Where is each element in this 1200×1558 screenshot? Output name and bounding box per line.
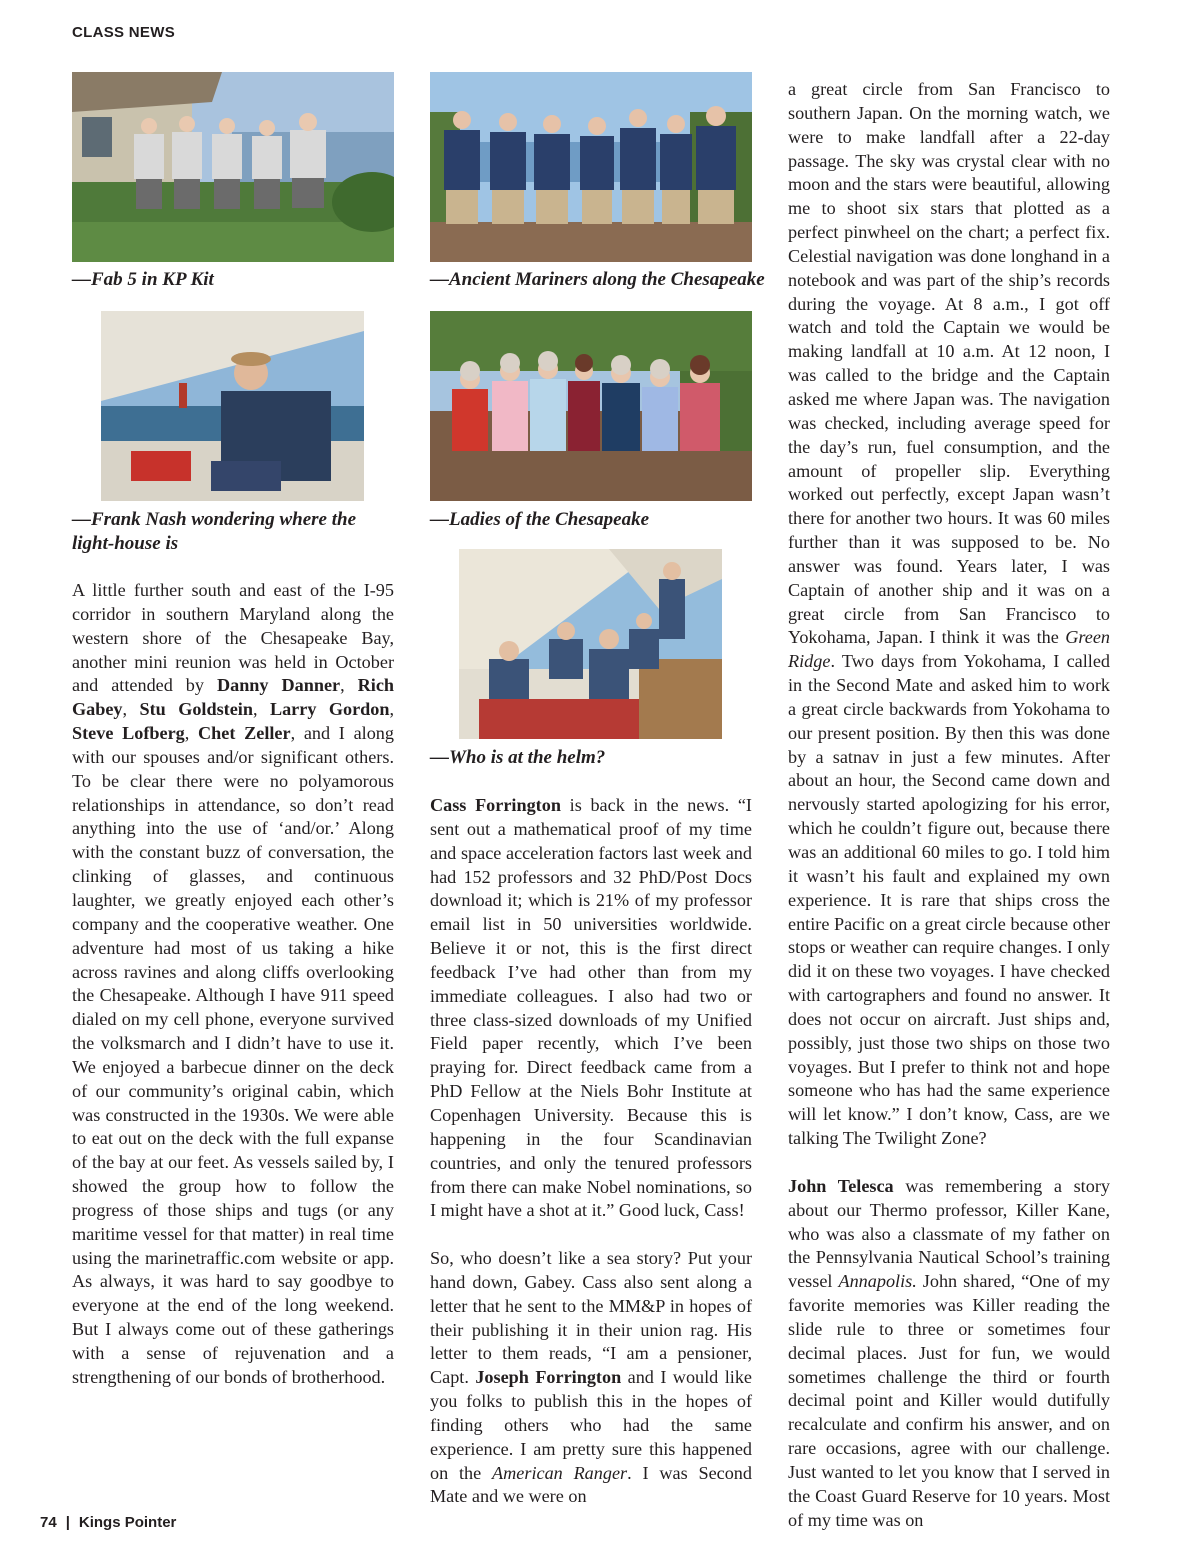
ship-name-green-ridge: Green Ridge xyxy=(788,627,1110,672)
caption-frank-nash: —Frank Nash wondering where the light-house is xyxy=(72,509,357,554)
paragraph-sea-story: So, who doesn’t like a sea story? Put your hand down, Gabey. Cass also sent along a letter that he sent to the MM&P in hopes of their publishing it in their union rag. His letter to them reads, “I am a pensioner, Capt. Joseph Forrington and I would like you folks to publish this in the hopes of finding others who had the same experience. I am pretty sure this happened on the American Ranger. I was Second Mate and we were on xyxy=(430,1248,752,1507)
paragraph-reunion: A little further south and east of the I-95 corridor in southern Maryland along the western shore of the Chesapeake Bay, another mini reunion was held in October and attended by Danny Danner, Rich Gabey, Stu Goldstein, Larry Gordon, Steve Lofberg, Chet Zeller, and I along with our spouses and/or significant others. To be clear there were no polyamorous relationships in attendance, so don’t read anything into the use of ‘and/or.’ Along with the constant buzz of conversation, the clinking of glasses, and continuous laughter, we greatly enjoyed each other’s company and the cooperative weather. One adventure had most of us taking a hike across ravines and along cliffs overlooking the Chesapeake. Although I have 911 speed dialed on my cell phone, everyone survived the volksmarch and I didn’t have to use it. We enjoyed a barbecue dinner on the deck of our community’s original cabin, which was constructed in the 1930s. We were able to eat out on the deck with the full expanse of the bay at our feet. As vessels sailed by, I showed the group how to follow the progress of those ships and tugs (or any maritime vessel for that matter) in real time using the marinetraffic.com website or app. As always, it was hard to say goodbye to everyone at the end of the long weekend. But I always come out of these gatherings with a sense of rejuvenation and a strengthening of our bonds of brotherhood. xyxy=(72,580,395,1387)
photo-ladies xyxy=(430,311,752,501)
name-cass-forrington: Cass Forrington xyxy=(430,795,561,815)
caption-ladies: —Ladies of the Chesapeake xyxy=(430,509,650,530)
name-steve-lofberg: Steve Lofberg xyxy=(72,723,185,744)
name-john-telesca: John Telesca xyxy=(788,1175,894,1196)
article-column-3 xyxy=(788,78,1110,1532)
paragraph-cass-forrington: Cass Forrington is back in the news. “I sent out a mathematical proof of my time and space acceleration factors last week and had 152 professors and 32 PhD/Post Docs download it; which is 21% of my professor email list in 50 universities worldwide. Believe it or not, this is the first direct feedback I’ve had other than from my immediate colleagues. I also had two or three class-sized downloads of my Unified Field paper recently, which I’ve been praying for. Direct feedback came from a PhD Fellow at the Niels Bohr Institute at Copenhagen University. Because this is happening in the four Scandinavian countries, and only the tenured professors from there can make Nobel nominations, so I might have a shot at it.” Good luck, Cass! xyxy=(430,795,752,1221)
caption-ancient-mariners: —Ancient Mariners along the Chesapeake xyxy=(430,269,765,290)
caption-fab-5: —Fab 5 in KP Kit xyxy=(72,269,214,290)
name-joseph-forrington: Joseph Forrington xyxy=(475,1367,622,1388)
footer-divider: | xyxy=(65,1514,70,1531)
name-chet-zeller: Chet Zeller xyxy=(198,723,291,744)
photo-ancient-mariners xyxy=(430,72,752,262)
photo-fab-5 xyxy=(72,72,394,262)
page-number: 74 xyxy=(40,1514,57,1531)
magazine-title: Kings Pointer xyxy=(78,1514,177,1531)
article-column-1 xyxy=(72,579,394,1390)
page-footer xyxy=(40,1514,176,1531)
name-stu-goldstein: Stu Goldstein xyxy=(139,699,253,720)
section-label: CLASS NEWS xyxy=(72,24,176,41)
name-rich-gabey: Rich Gabey xyxy=(72,675,395,720)
photo-helm xyxy=(459,549,722,739)
name-danny-danner: Danny Danner xyxy=(216,675,341,696)
article-column-2 xyxy=(430,794,752,1509)
paragraph-john-telesca: John Telesca was remembering a story about our Thermo professor, Killer Kane, who was also a classmate of my father on the Pennsylvania Nautical School’s training vessel Annapolis. John shared, “One of my favorite memories was Killer reading the slide rule to three or sometimes four decimal places. Just for fun, we would sometimes challenge the third or fourth decimal point and Killer would dutifully recalculate and confirm his answer, and on rare occasions, agree with our challenge. Just wanted to let you know that I served in the Coast Guard Reserve for 10 years. Most of my time was on xyxy=(788,1175,1110,1530)
ship-name-annapolis: Annapolis. xyxy=(838,1271,917,1292)
paragraph-great-circle: a great circle from San Francisco to southern Japan. On the morning watch, we were to make landfall after a 22-day passage. The sky was crystal clear with no moon and the stars were beautiful, allowing me to shoot six stars that plotted as a perfect pinwheel on the chart; a perfect fix. Celestial navigation was done longhand in a notebook and was part of the ship’s records during the voyage. At 8 a.m., I got off watch and told the Captain we would be making landfall at 10 a.m. At 12 noon, I was called to the bridge and the Captain asked me where Japan was. The navigation was checked, including average speed for the day’s run, fuel consumption, and the amount of propeller slip. Everything worked out perfectly, except Japan wasn’t there for another two hours. It was 60 miles further than it was supposed to be. No answer was found. Years later, I was Captain of another ship and it was on a great circle from San Francisco to Yokohama, Japan. I think it was the Green Ridge. Two days from Yokohama, I called in the Second Mate and asked him to work a great circle backwards from Yokohama to our present position. By then this was done by a satnav in just a few minutes. After about an hour, the Second came down and nervously started apologizing for his error, which he couldn’t figure out, because there was an additional 60 miles to go. I told him it wasn’t his fault and explained my own experience. It is rare that ships cross the entire Pacific on a great circle because other stops or weather can require changes. I only did it on these two voyages. I have checked with cartographers and found no answer. It does not occur on aircraft. Just ships and, possibly, just those two ships on those two voyages. But I prefer to think not and hope someone who has had the same experience will let know.” I don’t know, Cass, are we talking The Twilight Zone? xyxy=(788,79,1110,1149)
ship-name-american-ranger: American Ranger xyxy=(492,1462,628,1483)
name-larry-gordon: Larry Gordon xyxy=(269,699,390,720)
caption-helm: —Who is at the helm? xyxy=(430,747,606,768)
photo-frank-nash xyxy=(101,311,364,501)
